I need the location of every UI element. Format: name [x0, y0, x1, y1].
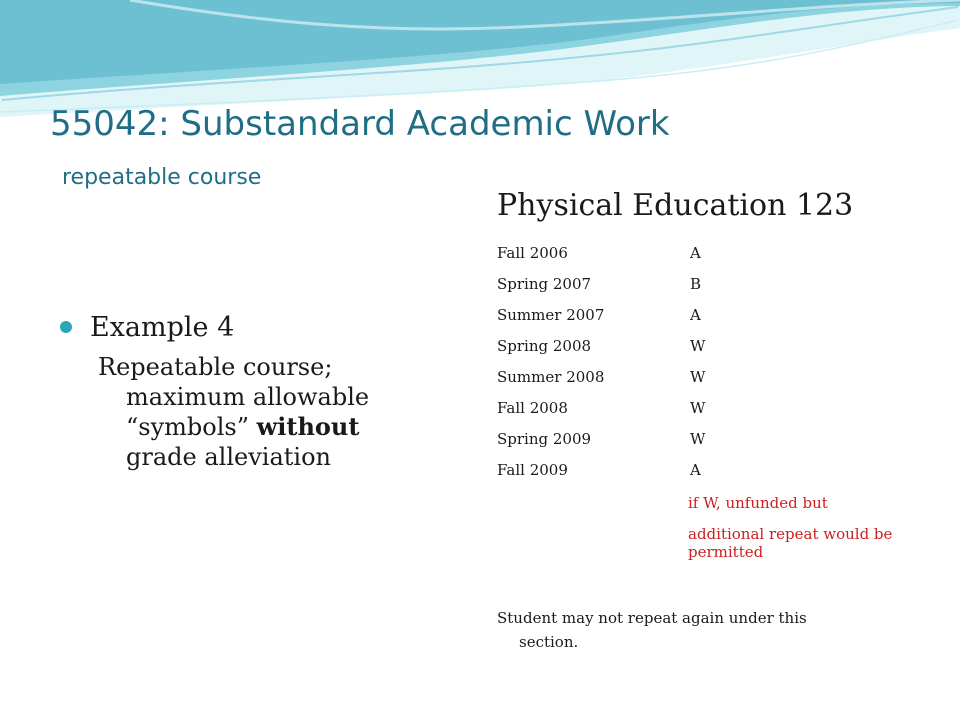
term-label: Fall 2009	[497, 461, 568, 479]
grade-value: B	[690, 275, 702, 293]
decorative-wave-header	[0, 0, 960, 120]
grade-value: A	[690, 244, 701, 262]
course-title: Physical Education 123	[497, 188, 854, 223]
note-line-2: additional repeat would be permitted	[688, 524, 893, 562]
slide-title: 55042: Substandard Academic Work	[50, 104, 670, 144]
footer-line-2: section.	[519, 633, 579, 652]
description-line-3	[98, 412, 428, 442]
grade-value: W	[690, 368, 706, 386]
grade-row	[497, 331, 907, 362]
term-label: Fall 2006	[497, 244, 568, 262]
grade-value: A	[690, 461, 701, 479]
term-label: Summer 2008	[497, 368, 605, 386]
slide-subtitle: repeatable course	[62, 165, 262, 190]
grade-value: W	[690, 430, 706, 448]
description-line-4: grade alleviation	[126, 443, 331, 471]
grade-history-list	[497, 238, 907, 486]
grade-row	[497, 269, 907, 300]
course-history-section	[497, 187, 907, 669]
description-line-2: maximum allowable	[126, 383, 370, 411]
example-bullet	[58, 306, 433, 348]
grade-value: W	[690, 337, 706, 355]
grade-value: A	[690, 306, 701, 324]
note-line-1: if W, unfunded but	[688, 493, 828, 512]
description-line-3-bold: without	[256, 412, 360, 441]
grade-row	[497, 393, 907, 424]
term-label: Spring 2008	[497, 337, 592, 355]
description-line-1: Repeatable course;	[98, 353, 333, 381]
term-label: Spring 2009	[497, 430, 592, 448]
grade-value: W	[690, 399, 706, 417]
example-section	[58, 306, 433, 472]
footer-line-1: Student may not repeat again under this	[497, 609, 807, 628]
term-label: Spring 2007	[497, 275, 592, 293]
footer-note	[497, 606, 882, 654]
grade-row	[497, 300, 907, 331]
repeat-note	[688, 494, 900, 562]
grade-row	[497, 424, 907, 455]
example-description	[98, 352, 428, 472]
grade-row	[497, 362, 907, 393]
example-label: Example 4	[90, 311, 235, 343]
grade-row	[497, 455, 907, 486]
grade-row	[497, 238, 907, 269]
term-label: Fall 2008	[497, 399, 568, 417]
bullet-icon	[60, 321, 72, 333]
term-label: Summer 2007	[497, 306, 605, 324]
description-line-3-before: “symbols”	[126, 413, 257, 441]
